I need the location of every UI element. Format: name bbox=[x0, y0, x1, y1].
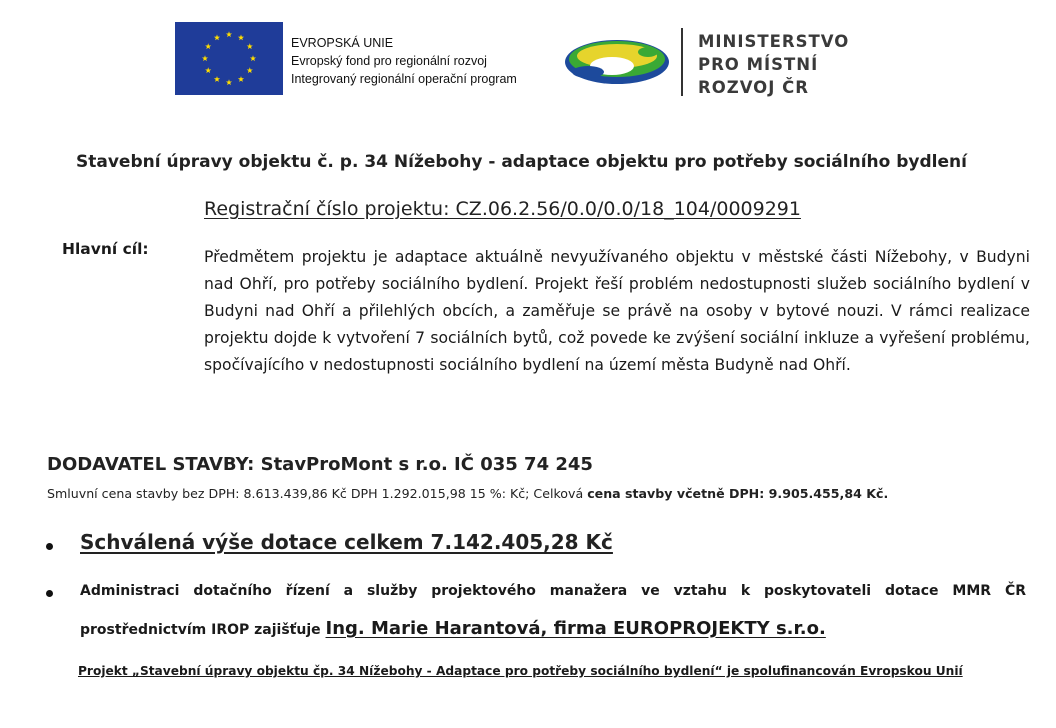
ministry-text bbox=[698, 30, 849, 99]
admin-line-2-text: prostřednictvím IROP zajišťuje bbox=[80, 622, 326, 638]
eu-star-icon bbox=[250, 55, 256, 61]
bullet-icon bbox=[46, 590, 53, 597]
eu-star-icon bbox=[214, 35, 220, 41]
eu-star-icon bbox=[226, 31, 232, 37]
logo-divider bbox=[681, 28, 683, 96]
ministry-line-1: MINISTERSTVO bbox=[698, 32, 850, 51]
ministry-line-3: ROZVOJ ČR bbox=[698, 78, 809, 97]
eu-star-icon bbox=[214, 76, 220, 82]
eu-star-icon bbox=[205, 43, 211, 49]
project-title: Stavební úpravy objektu č. p. 34 Nížebohy - adaptace objektu pro potřeby sociálního bydlení bbox=[76, 152, 967, 172]
price-line bbox=[47, 486, 888, 501]
goal-text: Předmětem projektu je adaptace aktuálně nevyužívaného objektu v městské části Nížebohy, v Budyni nad Ohří, pro potřeby sociálního bydlení. Projekt řeší problém nedostupnosti služeb sociálního bydlení v Budyni nad Ohří a přilehlých obcích, a zaměřuje se právě na osoby v bytové nouzi. V rámci realizace projektu dojde k vytvoření 7 sociálních bytů, což povede ke zvýšení sociální inkluze a vyřešení problému, spočívajícího v nedostupnosti sociálního bydlení na území města Budyně nad Ohří. bbox=[204, 248, 1030, 374]
eu-line-3: Integrovaný regionální operační program bbox=[291, 72, 517, 86]
admin-line-1: Administraci dotačního řízení a služby projektového manažera ve vztahu k poskytovateli dotace MMR ČR bbox=[80, 583, 1026, 599]
eu-line-1: EVROPSKÁ UNIE bbox=[291, 36, 394, 50]
cofinancing-footer: Projekt „Stavební úpravy objektu čp. 34 Nížebohy - Adaptace pro potřeby sociálního bydlení“ je spolufinancován Evropskou Unií bbox=[78, 664, 963, 678]
eu-flag-icon bbox=[175, 22, 283, 95]
price-detail: Smluvní cena stavby bez DPH: 8.613.439,86 Kč DPH 1.292.015,98 15 %: Kč; Celková bbox=[47, 486, 588, 501]
eu-star-icon bbox=[238, 35, 244, 41]
ministry-line-2: PRO MÍSTNÍ bbox=[698, 55, 819, 74]
price-total: cena stavby včetně DPH: 9.905.455,84 Kč. bbox=[587, 486, 889, 501]
eu-star-icon bbox=[247, 67, 253, 73]
eu-star-icon bbox=[226, 79, 232, 85]
mmr-logo-icon bbox=[562, 26, 672, 96]
eu-stars-icon bbox=[175, 22, 283, 95]
bullet-icon bbox=[46, 543, 53, 550]
eu-star-icon bbox=[205, 67, 211, 73]
eu-text bbox=[291, 34, 517, 88]
manager-name: Ing. Marie Harantová, firma EUROPROJEKTY s.r.o. bbox=[325, 618, 826, 639]
admin-line-2 bbox=[80, 618, 826, 639]
registration-number: Registrační číslo projektu: CZ.06.2.56/0.0/0.0/18_104/0009291 bbox=[204, 198, 801, 220]
subsidy-amount: Schválená výše dotace celkem 7.142.405,28 Kč bbox=[80, 530, 613, 554]
goal-label: Hlavní cíl: bbox=[62, 240, 149, 258]
eu-star-icon bbox=[238, 76, 244, 82]
eu-star-icon bbox=[202, 55, 208, 61]
eu-star-icon bbox=[247, 43, 253, 49]
eu-line-2: Evropský fond pro regionální rozvoj bbox=[291, 54, 487, 68]
contractor-heading: DODAVATEL STAVBY: StavProMont s r.o. IČ 035 74 245 bbox=[47, 454, 593, 475]
